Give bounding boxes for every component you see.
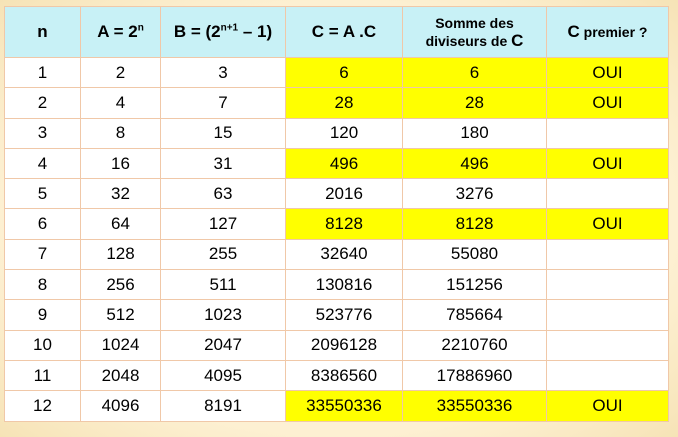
table-row [5, 88, 669, 118]
cell-premier [547, 300, 669, 330]
cell-c: 8128 [286, 209, 403, 239]
cell-a: 8 [81, 118, 161, 148]
cell-b: 3 [161, 58, 286, 88]
cell-premier: OUI [547, 148, 669, 178]
cell-somme: 8128 [403, 209, 547, 239]
header-a-base: A = 2 [97, 22, 138, 41]
cell-b: 15 [161, 118, 286, 148]
table-row [5, 239, 669, 269]
cell-n: 9 [5, 300, 81, 330]
table-row [5, 391, 669, 421]
cell-premier: OUI [547, 209, 669, 239]
cell-n: 12 [5, 391, 81, 421]
table-row [5, 118, 669, 148]
cell-a: 4096 [81, 391, 161, 421]
cell-premier: OUI [547, 58, 669, 88]
cell-somme: 6 [403, 58, 547, 88]
cell-somme: 33550336 [403, 391, 547, 421]
header-a [81, 7, 161, 58]
cell-b: 4095 [161, 360, 286, 390]
cell-n: 4 [5, 148, 81, 178]
cell-b: 511 [161, 270, 286, 300]
table-row [5, 300, 669, 330]
header-a-exponent: n [137, 22, 144, 34]
cell-somme: 496 [403, 148, 547, 178]
cell-n: 8 [5, 270, 81, 300]
cell-somme: 2210760 [403, 330, 547, 360]
cell-a: 256 [81, 270, 161, 300]
header-b-pre: B = (2 [173, 22, 221, 41]
cell-n: 11 [5, 360, 81, 390]
cell-b: 63 [161, 179, 286, 209]
table-row [5, 179, 669, 209]
cell-a: 2 [81, 58, 161, 88]
table-row [5, 148, 669, 178]
cell-a: 128 [81, 239, 161, 269]
cell-c: 2016 [286, 179, 403, 209]
cell-b: 127 [161, 209, 286, 239]
perfect-numbers-table [4, 6, 669, 422]
cell-premier [547, 179, 669, 209]
header-somme-line2: diviseurs de [425, 33, 508, 49]
table-row [5, 330, 669, 360]
cell-a: 32 [81, 179, 161, 209]
header-premier-letter: C [567, 22, 580, 41]
cell-c: 2096128 [286, 330, 403, 360]
cell-b: 1023 [161, 300, 286, 330]
cell-n: 7 [5, 239, 81, 269]
cell-n: 1 [5, 58, 81, 88]
cell-n: 6 [5, 209, 81, 239]
cell-somme: 17886960 [403, 360, 547, 390]
cell-c: 120 [286, 118, 403, 148]
cell-c: 523776 [286, 300, 403, 330]
header-c [286, 7, 403, 58]
cell-premier: OUI [547, 391, 669, 421]
cell-a: 4 [81, 88, 161, 118]
cell-c: 6 [286, 58, 403, 88]
table-row [5, 270, 669, 300]
cell-b: 255 [161, 239, 286, 269]
table-row [5, 209, 669, 239]
table-header-row [5, 7, 669, 58]
header-b-post: – 1) [238, 22, 273, 41]
cell-premier: OUI [547, 88, 669, 118]
cell-somme: 785664 [403, 300, 547, 330]
header-b [161, 7, 286, 58]
header-somme [403, 7, 547, 58]
cell-premier [547, 239, 669, 269]
cell-c: 32640 [286, 239, 403, 269]
cell-c: 8386560 [286, 360, 403, 390]
cell-somme: 151256 [403, 270, 547, 300]
cell-n: 2 [5, 88, 81, 118]
cell-c: 130816 [286, 270, 403, 300]
header-premier [547, 7, 669, 58]
cell-a: 16 [81, 148, 161, 178]
cell-c: 33550336 [286, 391, 403, 421]
cell-c: 496 [286, 148, 403, 178]
cell-somme: 28 [403, 88, 547, 118]
cell-b: 2047 [161, 330, 286, 360]
header-c-label: C = A .C [311, 22, 377, 41]
header-somme-line1: Somme des [435, 15, 514, 31]
cell-n: 5 [5, 179, 81, 209]
cell-somme: 3276 [403, 179, 547, 209]
cell-n: 10 [5, 330, 81, 360]
cell-a: 512 [81, 300, 161, 330]
cell-premier [547, 118, 669, 148]
table-row [5, 360, 669, 390]
cell-n: 3 [5, 118, 81, 148]
cell-premier [547, 360, 669, 390]
cell-somme: 55080 [403, 239, 547, 269]
header-somme-letter: C [511, 31, 524, 50]
header-b-exponent: n+1 [220, 22, 239, 34]
cell-premier [547, 270, 669, 300]
cell-b: 7 [161, 88, 286, 118]
cell-a: 64 [81, 209, 161, 239]
table-body [5, 58, 669, 422]
header-n [5, 7, 81, 58]
cell-b: 8191 [161, 391, 286, 421]
cell-a: 1024 [81, 330, 161, 360]
cell-c: 28 [286, 88, 403, 118]
cell-b: 31 [161, 148, 286, 178]
cell-somme: 180 [403, 118, 547, 148]
header-n-label: n [37, 22, 48, 41]
cell-a: 2048 [81, 360, 161, 390]
table-row [5, 58, 669, 88]
header-premier-rest: premier ? [579, 24, 648, 40]
cell-premier [547, 330, 669, 360]
